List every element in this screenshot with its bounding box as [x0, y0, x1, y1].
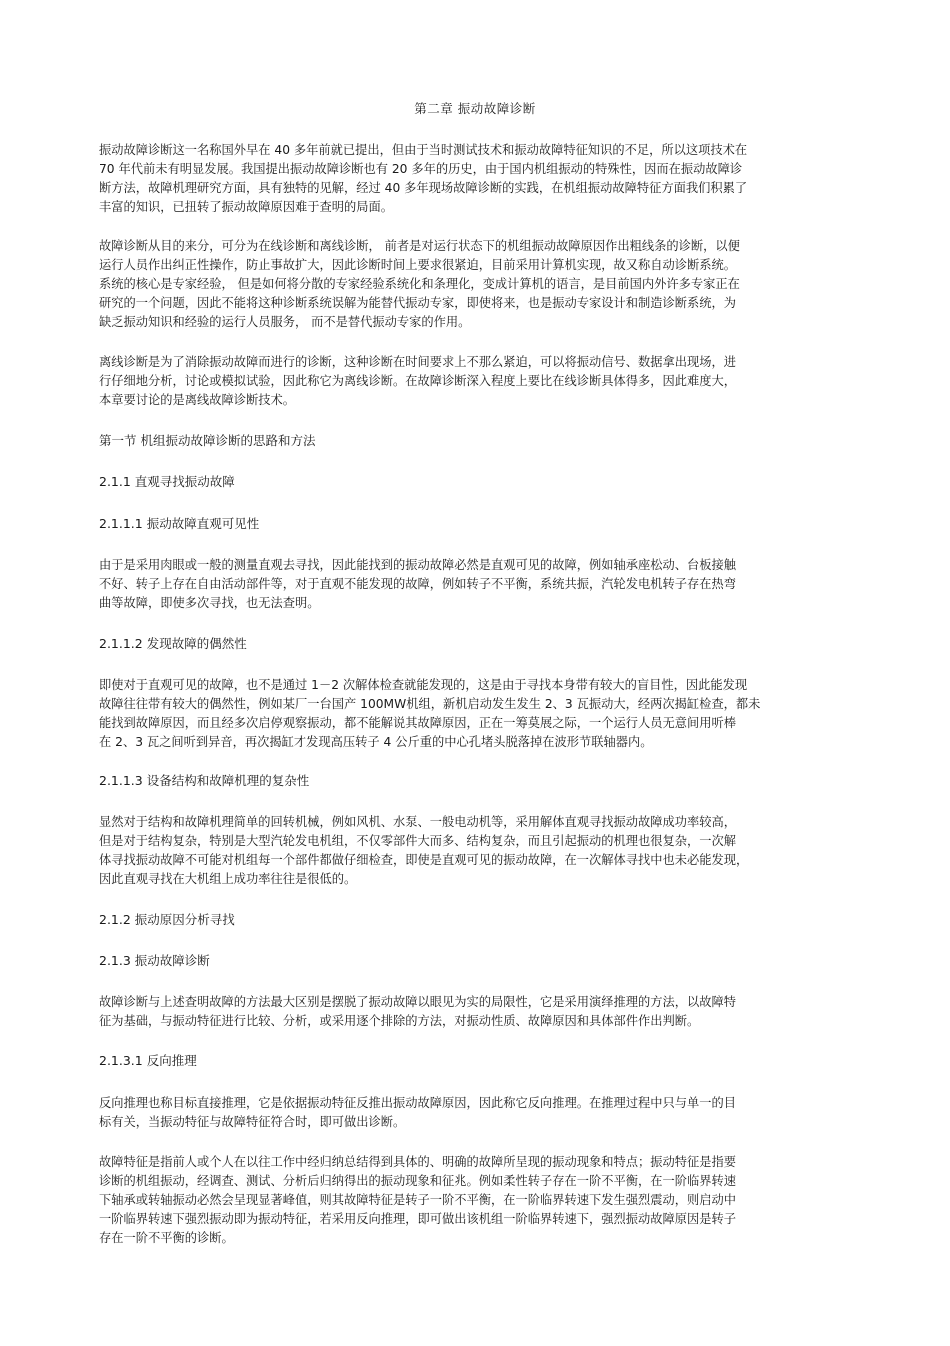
text-line: 在 2、3 瓦之间听到异音，再次揭缸才发现高压转子 4 公斤重的中心孔堵头脱落掉在波形节联轴器内。	[99, 734, 653, 749]
text-line: 由于是采用肉眼或一般的测量直观去寻找，因此能找到的振动故障必然是直观可见的故障，例如轴承座松动、台板接触	[99, 557, 737, 572]
text-line: 振动故障诊断这一名称国外早在 40 多年前就已提出，但由于当时测试技术和振动故障特征知识的不足，所以这项技术在	[99, 142, 748, 157]
text-line: 体寻找振动故障不可能对机组每一个部件都做仔细检查，即使是直观可见的振动故障，在一次解体寻找中也未必能发现，	[99, 852, 749, 867]
text-line: 研究的一个问题，因此不能将这种诊断系统误解为能替代振动专家，即使将来，也是振动专家设计和制造诊断系统，为	[99, 295, 737, 310]
text-line: 下轴承或转轴振动必然会呈现显著峰值，则其故障特征是转子一阶不平衡，在一阶临界转速下发生强烈震动，则启动中	[99, 1192, 737, 1207]
text-line: 即使对于直观可见的故障，也不是通过 1－2 次解体检查就能发现的，这是由于寻找本身带有较大的盲目性，因此能发现	[99, 677, 748, 692]
paragraph-2131-b	[99, 1152, 859, 1247]
text-line: 反向推理也称目标直接推理，它是依据振动特征反推出振动故障原因，因此称它反向推理。在推理过程中只与单一的目	[99, 1095, 737, 1110]
text-line: 不好、转子上存在自由活动部件等，对于直观不能发现的故障，例如转子不平衡，系统共振，汽轮发电机转子存在热弯	[99, 576, 737, 591]
paragraph-intro	[99, 140, 859, 216]
text-line: 断方法，故障机理研究方面，具有独特的见解，经过 40 多年现场故障诊断的实践，在机组振动故障特征方面我们积累了	[99, 180, 748, 195]
text-line: 故障往往带有较大的偶然性，例如某厂一台国产 100MW机组，新机启动发生发生 2、3 瓦振动大，经两次揭缸检查，都未	[99, 696, 761, 711]
paragraph-2131-a	[99, 1093, 859, 1131]
subsubsection-heading: 2.1.3.1 反向推理	[99, 1053, 197, 1068]
subsection-heading: 2.1.3 振动故障诊断	[99, 953, 210, 968]
text-line: 故障特征是指前人或个人在以往工作中经归纳总结得到具体的、明确的故障所呈现的振动现象和特点；振动特征是指要	[99, 1154, 737, 1169]
text-line: 故障诊断从目的来分，可分为在线诊断和离线诊断， 前者是对运行状态下的机组振动故障原因作出粗线条的诊断，以便	[99, 238, 740, 253]
paragraph-offline	[99, 352, 859, 409]
text-line: 本章要讨论的是离线故障诊断技术。	[99, 392, 296, 407]
paragraph-213	[99, 992, 859, 1030]
chapter-title: 第二章 振动故障诊断	[414, 101, 536, 116]
text-line: 70 年代前未有明显发展。我国提出振动故障诊断也有 20 多年的历史，由于国内机组振动的特殊性，因而在振动故障诊	[99, 161, 743, 176]
text-line: 征为基础，与振动特征进行比较、分析，或采用逐个排除的方法，对振动性质、故障原因和具体部件作出判断。	[99, 1013, 700, 1028]
text-line: 标有关，当振动特征与故障特征符合时，即可做出诊断。	[99, 1114, 406, 1129]
text-line: 系统的核心是专家经验， 但是如何将分散的专家经验系统化和条理化，变成计算机的语言，是目前国内外许多专家正在	[99, 276, 740, 291]
text-line: 存在一阶不平衡的诊断。	[99, 1230, 234, 1245]
text-line: 运行人员作出纠正性操作，防止事故扩大，因此诊断时间上要求很紧迫，目前采用计算机实现，故又称自动诊断系统。	[99, 257, 737, 272]
subsection-heading: 2.1.1 直观寻找振动故障	[99, 474, 235, 489]
subsubsection-heading: 2.1.1.2 发现故障的偶然性	[99, 636, 247, 651]
subsection-heading: 2.1.2 振动原因分析寻找	[99, 912, 235, 927]
text-line: 行仔细地分析，讨论或模拟试验，因此称它为离线诊断。在故障诊断深入程度上要比在线诊断具体得多，因此难度大，	[99, 373, 737, 388]
paragraph-2111	[99, 555, 859, 612]
text-line: 离线诊断是为了消除振动故障而进行的诊断，这种诊断在时间要求上不那么紧迫，可以将振动信号、数据拿出现场，进	[99, 354, 737, 369]
text-line: 诊断的机组振动，经调查、测试、分析后归纳得出的振动现象和征兆。例如柔性转子存在一阶不平衡，在一阶临界转速	[99, 1173, 737, 1188]
text-line: 显然对于结构和故障机理简单的回转机械，例如风机、水泵、一般电动机等，采用解体直观寻找振动故障成功率较高，	[99, 814, 737, 829]
subsubsection-heading: 2.1.1.3 设备结构和故障机理的复杂性	[99, 773, 310, 788]
subsubsection-heading: 2.1.1.1 振动故障直观可见性	[99, 516, 260, 531]
text-line: 丰富的知识，已扭转了振动故障原因难于查明的局面。	[99, 199, 394, 214]
text-line: 但是对于结构复杂，特别是大型汽轮发电机组，不仅零部件大而多、结构复杂，而且引起振动的机理也很复杂，一次解	[99, 833, 737, 848]
paragraph-online-offline	[99, 236, 859, 331]
section-heading: 第一节 机组振动故障诊断的思路和方法	[99, 433, 316, 448]
text-line: 缺乏振动知识和经验的运行人员服务， 而不是替代振动专家的作用。	[99, 314, 471, 329]
text-line: 因此直观寻找在大机组上成功率往往是很低的。	[99, 871, 357, 886]
text-line: 一阶临界转速下强烈振动即为振动特征，若采用反向推理，即可做出该机组一阶临界转速下，强烈振动故障原因是转子	[99, 1211, 737, 1226]
paragraph-2112	[99, 675, 859, 751]
text-line: 能找到故障原因，而且经多次启停观察振动，都不能解说其故障原因，正在一筹莫展之际，一个运行人员无意间用听棒	[99, 715, 737, 730]
paragraph-2113	[99, 812, 859, 888]
text-line: 故障诊断与上述查明故障的方法最大区别是摆脱了振动故障以眼见为实的局限性，它是采用演绎推理的方法，以故障特	[99, 994, 737, 1009]
text-line: 曲等故障，即使多次寻找，也无法查明。	[99, 595, 320, 610]
